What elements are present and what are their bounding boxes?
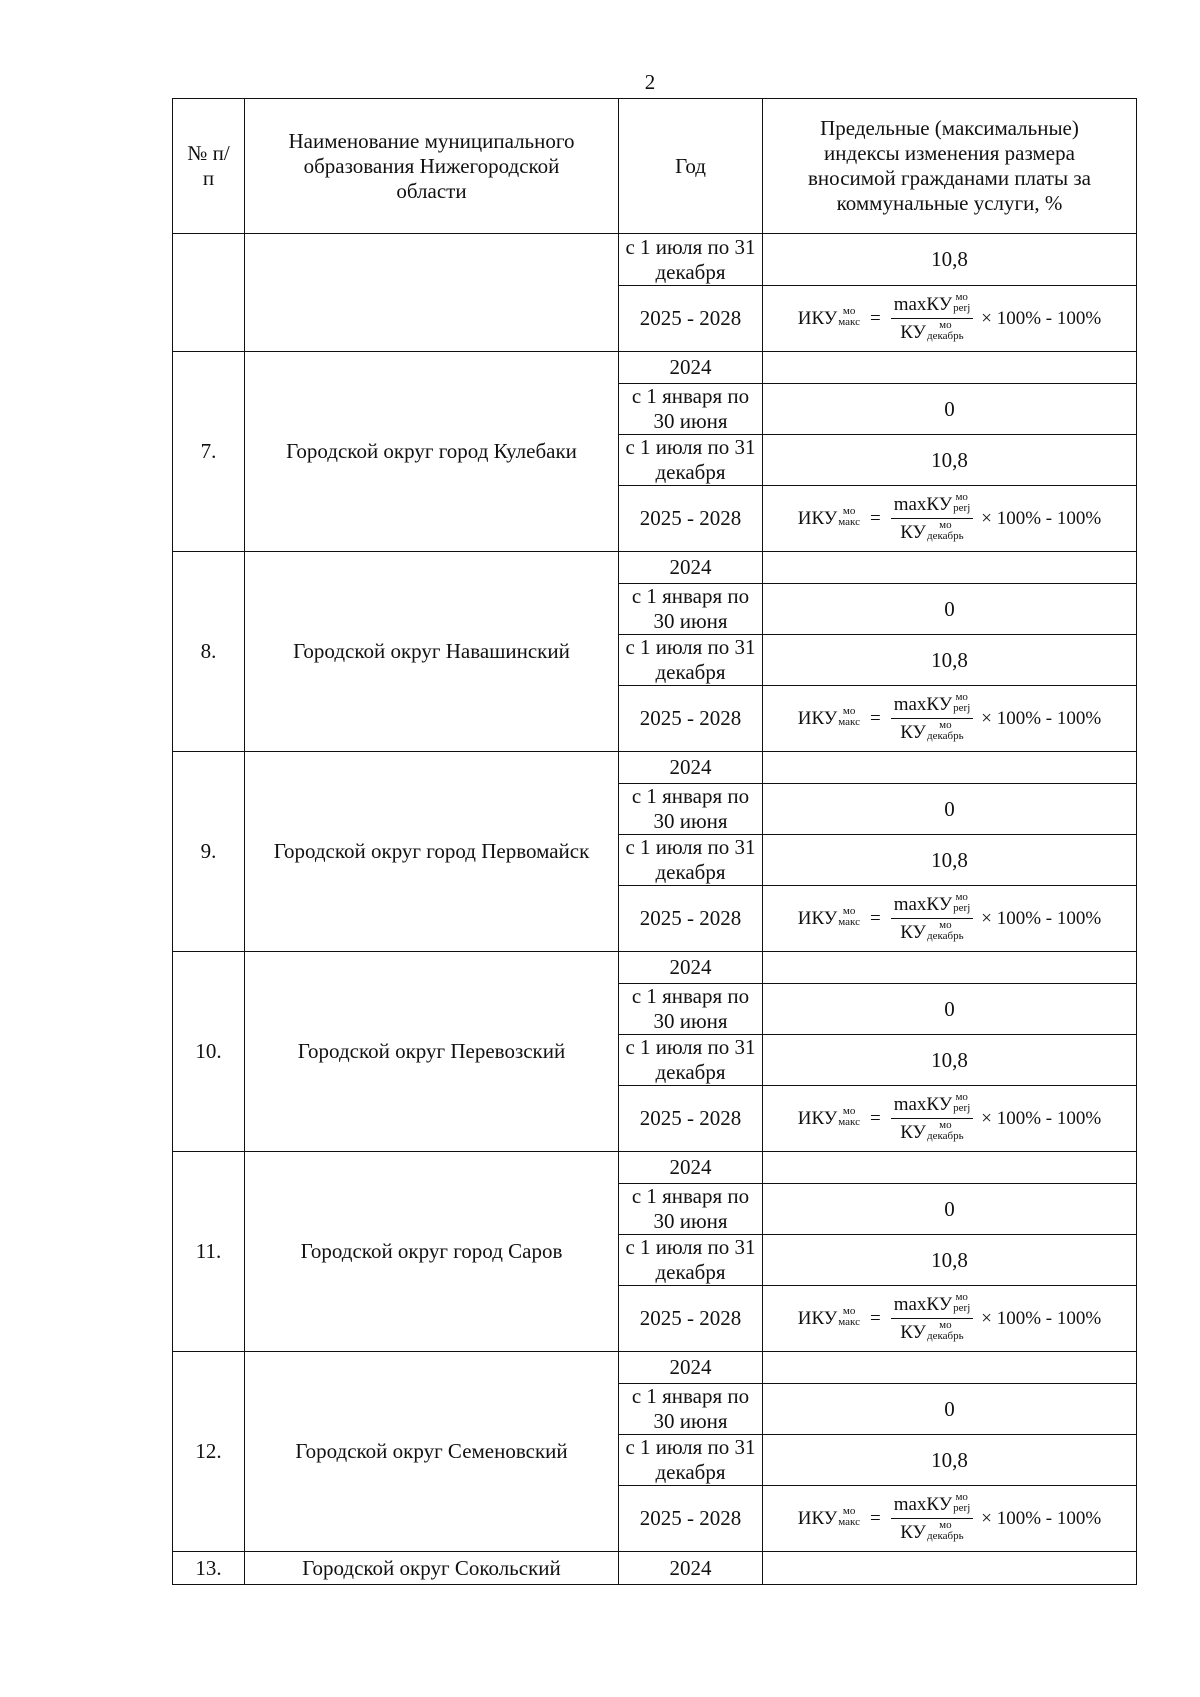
value-cell: 10,8 <box>763 1235 1137 1286</box>
period-cell: с 1 июля по 31 декабря <box>619 1235 763 1286</box>
period-cell: 2025 - 2028 <box>619 1486 763 1552</box>
value-cell: 10,8 <box>763 835 1137 886</box>
period-cell: с 1 июля по 31 декабря <box>619 435 763 486</box>
value-cell <box>763 952 1137 984</box>
num-cell: 9. <box>173 752 245 952</box>
value-cell: 10,8 <box>763 234 1137 286</box>
period-cell: 2025 - 2028 <box>619 486 763 552</box>
value-cell: 0 <box>763 984 1137 1035</box>
value-cell: 10,8 <box>763 635 1137 686</box>
num-cell <box>173 234 245 352</box>
value-cell <box>763 1552 1137 1585</box>
name-cell: Городской округ город Первомайск <box>245 752 619 952</box>
formula-cell <box>763 1086 1137 1152</box>
value-cell: 10,8 <box>763 435 1137 486</box>
table-row <box>173 1352 1137 1384</box>
num-cell: 13. <box>173 1552 245 1585</box>
formula-cell <box>763 486 1137 552</box>
value-cell <box>763 552 1137 584</box>
period-cell: 2024 <box>619 1152 763 1184</box>
value-cell: 10,8 <box>763 1435 1137 1486</box>
name-cell: Городской округ город Кулебаки <box>245 352 619 552</box>
num-cell: 8. <box>173 552 245 752</box>
table-row <box>173 1552 1137 1585</box>
value-cell <box>763 1352 1137 1384</box>
value-cell <box>763 1152 1137 1184</box>
period-cell: 2025 - 2028 <box>619 686 763 752</box>
name-cell: Городской округ Семеновский <box>245 1352 619 1552</box>
period-cell: 2025 - 2028 <box>619 1286 763 1352</box>
table-row <box>173 952 1137 984</box>
period-cell: с 1 июля по 31 декабря <box>619 835 763 886</box>
value-cell <box>763 752 1137 784</box>
value-cell: 0 <box>763 584 1137 635</box>
period-cell: с 1 января по 30 июня <box>619 1384 763 1435</box>
name-cell: Городской округ город Саров <box>245 1152 619 1352</box>
index-formula: ИКУ мо макс = maxКУ мо perj КУ мо декабрь × 100% - 100% <box>797 1291 1102 1343</box>
period-cell: 2024 <box>619 552 763 584</box>
period-cell: с 1 июля по 31 декабря <box>619 1435 763 1486</box>
page-number: 2 <box>644 70 656 94</box>
table-row <box>173 1152 1137 1184</box>
period-cell: 2024 <box>619 752 763 784</box>
header-index: Предельные (максимальные) индексы изменения размера вносимой гражданами платы за коммунальные услуги, % <box>763 99 1137 234</box>
name-cell <box>245 234 619 352</box>
index-formula: ИКУ мо макс = maxКУ мо perj КУ мо декабрь × 100% - 100% <box>797 1091 1102 1143</box>
period-cell: 2025 - 2028 <box>619 886 763 952</box>
period-cell: 2025 - 2028 <box>619 1086 763 1152</box>
formula-cell <box>763 1486 1137 1552</box>
index-formula: ИКУ мо макс = maxКУ мо perj КУ мо декабрь × 100% - 100% <box>797 1491 1102 1543</box>
formula-cell <box>763 886 1137 952</box>
period-cell: с 1 января по 30 июня <box>619 384 763 435</box>
period-cell: с 1 июля по 31 декабря <box>619 234 763 286</box>
index-formula: ИКУ мо макс = maxКУ мо perj КУ мо декабрь × 100% - 100% <box>797 291 1102 343</box>
header-year: Год <box>619 99 763 234</box>
formula-cell <box>763 286 1137 352</box>
period-cell: 2024 <box>619 1552 763 1585</box>
formula-cell <box>763 686 1137 752</box>
name-cell: Городской округ Перевозский <box>245 952 619 1152</box>
index-formula: ИКУ мо макс = maxКУ мо perj КУ мо декабрь × 100% - 100% <box>797 491 1102 543</box>
value-cell: 0 <box>763 784 1137 835</box>
value-cell: 0 <box>763 384 1137 435</box>
period-cell: 2025 - 2028 <box>619 286 763 352</box>
header-row <box>173 99 1137 234</box>
header-num: № п/п <box>173 99 245 234</box>
period-cell: 2024 <box>619 1352 763 1384</box>
table-row <box>173 552 1137 584</box>
period-cell: с 1 июля по 31 декабря <box>619 635 763 686</box>
value-cell <box>763 352 1137 384</box>
num-cell: 11. <box>173 1152 245 1352</box>
value-cell: 0 <box>763 1384 1137 1435</box>
period-cell: 2024 <box>619 952 763 984</box>
index-formula: ИКУ мо макс = maxКУ мо perj КУ мо декабрь × 100% - 100% <box>797 691 1102 743</box>
num-cell: 10. <box>173 952 245 1152</box>
period-cell: с 1 января по 30 июня <box>619 784 763 835</box>
period-cell: с 1 января по 30 июня <box>619 1184 763 1235</box>
index-formula: ИКУ мо макс = maxКУ мо perj КУ мо декабрь × 100% - 100% <box>797 891 1102 943</box>
period-cell: с 1 июля по 31 декабря <box>619 1035 763 1086</box>
table-row <box>173 234 1137 286</box>
period-cell: 2024 <box>619 352 763 384</box>
value-cell: 0 <box>763 1184 1137 1235</box>
num-cell: 7. <box>173 352 245 552</box>
indices-table <box>172 98 1137 1585</box>
formula-cell <box>763 1286 1137 1352</box>
period-cell: с 1 января по 30 июня <box>619 584 763 635</box>
header-name: Наименование муниципального образования Нижегородской области <box>245 99 619 234</box>
period-cell: с 1 января по 30 июня <box>619 984 763 1035</box>
value-cell: 10,8 <box>763 1035 1137 1086</box>
name-cell: Городской округ Сокольский <box>245 1552 619 1585</box>
table-row <box>173 352 1137 384</box>
name-cell: Городской округ Навашинский <box>245 552 619 752</box>
num-cell: 12. <box>173 1352 245 1552</box>
table-row <box>173 752 1137 784</box>
